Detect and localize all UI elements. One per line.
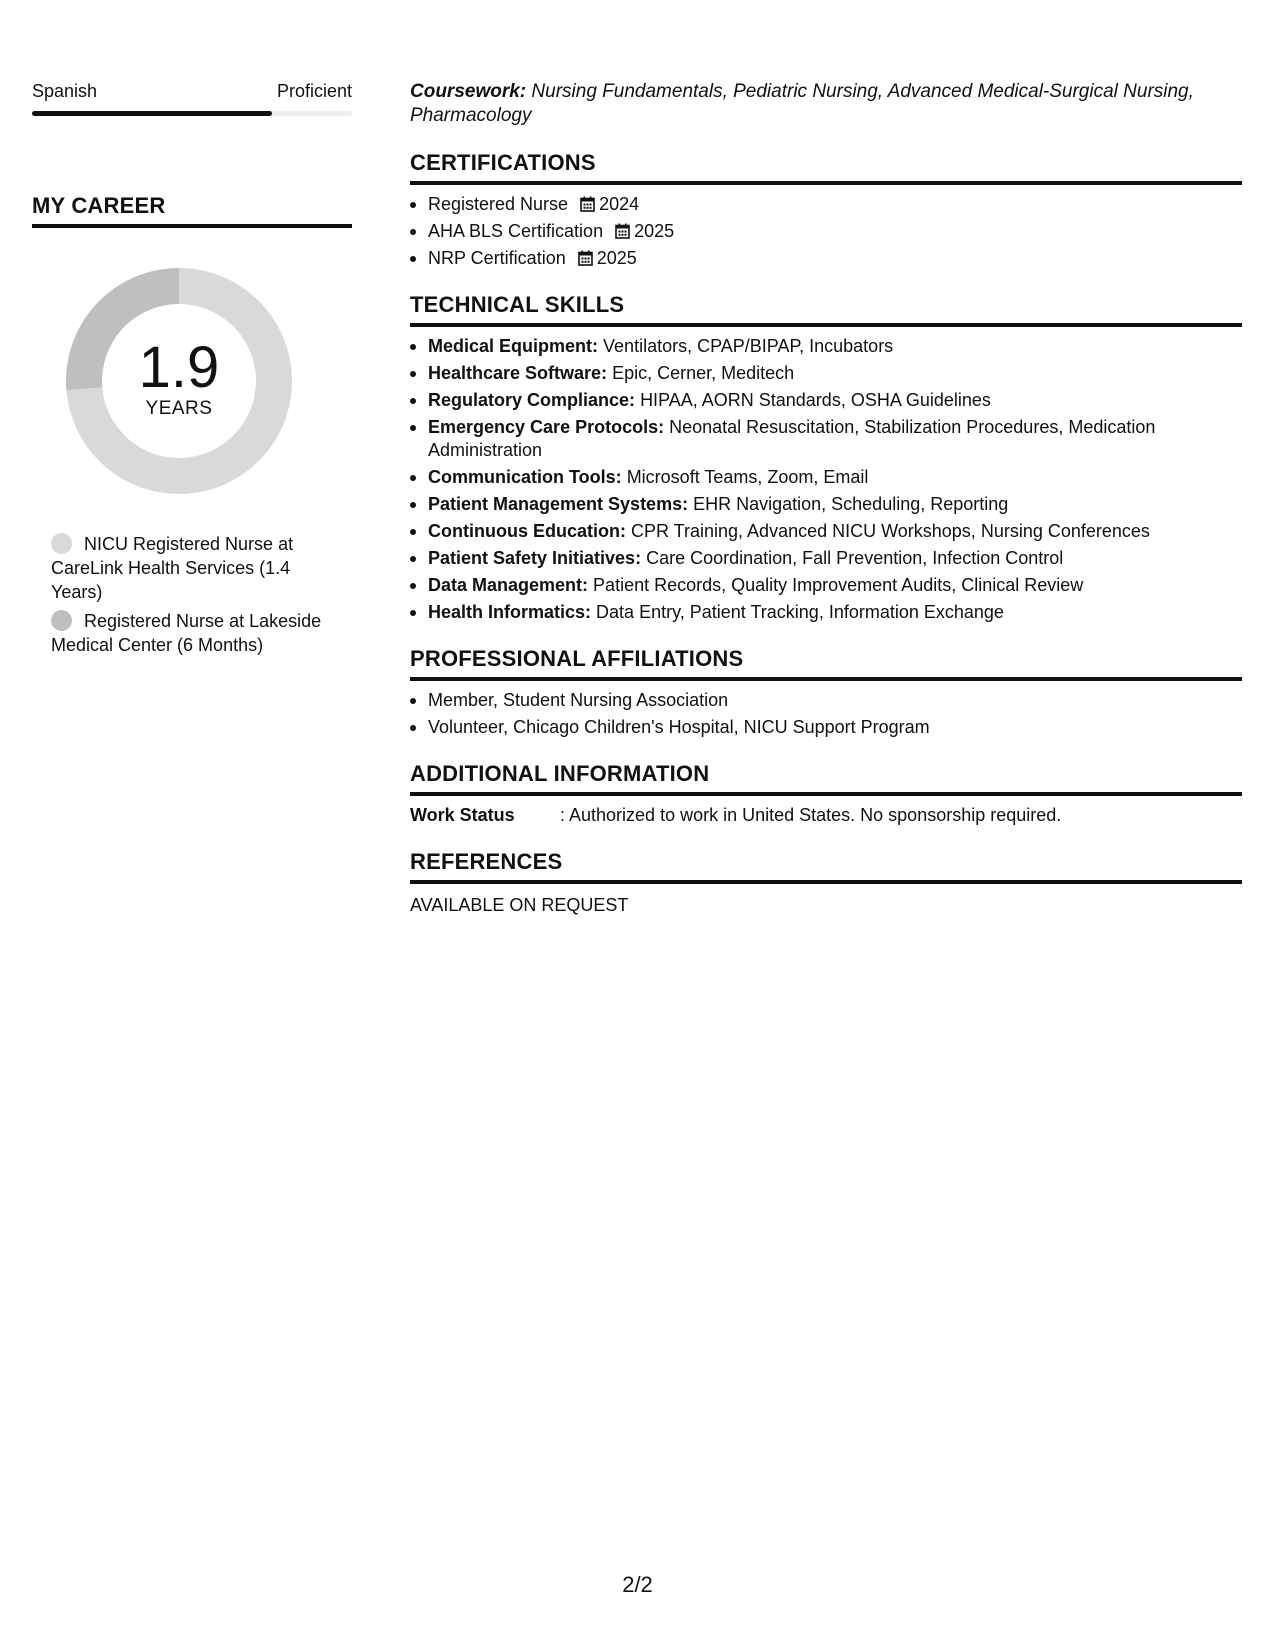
career-legend-item [51, 609, 332, 657]
skill-label: Continuous Education: [428, 521, 626, 541]
career-section-title: MY CAREER [32, 193, 352, 228]
career-total-value: 1.9 [138, 335, 220, 400]
calendar-icon [615, 223, 630, 239]
language-proficiency-bar [32, 111, 352, 116]
language-level: Proficient [276, 81, 352, 101]
skill-text: Data Entry, Patient Tracking, Information Exchange [596, 602, 1004, 622]
certification-year: 2025 [596, 248, 637, 268]
skill-text: HIPAA, AORN Standards, OSHA Guidelines [640, 390, 991, 410]
career-legend [32, 532, 332, 657]
skill-text: Ventilators, CPAP/BIPAP, Incubators [603, 336, 894, 356]
skill-label: Health Informatics: [428, 602, 592, 622]
technical-skills-title: TECHNICAL SKILLS [410, 292, 1242, 327]
language-row [32, 80, 352, 102]
skill-item [410, 416, 1242, 462]
technical-skills-section [410, 292, 1242, 624]
work-status-label: Work Status [410, 805, 515, 825]
technical-skills-list [410, 335, 1242, 624]
affiliation-item: Member, Student Nursing Association [410, 689, 1242, 712]
work-status-value: : Authorized to work in United States. No sponsorship required. [560, 805, 1062, 825]
certification-name: NRP Certification [428, 248, 566, 268]
coursework-label: Coursework: [410, 81, 527, 102]
career-donut-chart [64, 266, 294, 496]
career-legend-item [51, 532, 332, 604]
skill-label: Emergency Care Protocols: [428, 417, 665, 437]
skill-text: Epic, Cerner, Meditech [612, 363, 795, 383]
legend-dot [51, 610, 72, 631]
coursework [410, 80, 1242, 128]
work-status-row [410, 804, 1242, 827]
affiliation-item: Volunteer, Chicago Children's Hospital, NICU Support Program [410, 716, 1242, 739]
skill-item [410, 574, 1242, 597]
career-legend-label: Registered Nurse at Lakeside Medical Center (6 Months) [51, 611, 322, 655]
references-section [410, 849, 1242, 917]
certification-item [410, 220, 1242, 243]
skill-text: Patient Records, Quality Improvement Audits, Clinical Review [593, 575, 1084, 595]
references-title: REFERENCES [410, 849, 1242, 884]
legend-dot [51, 533, 72, 554]
page-number: 2/2 [622, 1572, 653, 1597]
affiliations-list [410, 689, 1242, 739]
skill-label: Medical Equipment: [428, 336, 599, 356]
skill-label: Data Management: [428, 575, 589, 595]
certifications-section [410, 150, 1242, 270]
language-name: Spanish [32, 81, 98, 101]
skill-label: Patient Management Systems: [428, 494, 689, 514]
skill-text: CPR Training, Advanced NICU Workshops, Nursing Conferences [631, 521, 1150, 541]
skill-item [410, 493, 1242, 516]
skill-text: Neonatal Resuscitation, Stabilization Procedures, Medication Administration [428, 417, 1156, 460]
sidebar [32, 80, 352, 662]
skill-label: Regulatory Compliance: [428, 390, 636, 410]
career-total-unit: YEARS [145, 398, 213, 419]
skill-text: Care Coordination, Fall Prevention, Infection Control [646, 548, 1064, 568]
main-content [410, 80, 1242, 917]
certifications-title: CERTIFICATIONS [410, 150, 1242, 185]
additional-info-section [410, 761, 1242, 827]
skill-text: Microsoft Teams, Zoom, Email [626, 467, 869, 487]
language-proficiency-fill [32, 111, 272, 116]
calendar-icon [580, 196, 595, 212]
career-legend-label: NICU Registered Nurse at CareLink Health Services (1.4 Years) [51, 534, 294, 602]
certification-item [410, 247, 1242, 270]
coursework-text: Nursing Fundamentals, Pediatric Nursing, Advanced Medical-Surgical Nursing, Pharmacology [410, 81, 1194, 126]
certifications-list [410, 193, 1242, 270]
skill-label: Patient Safety Initiatives: [428, 548, 642, 568]
skill-item [410, 362, 1242, 385]
certification-year: 2024 [599, 194, 640, 214]
skill-item [410, 335, 1242, 358]
skill-item [410, 466, 1242, 489]
skill-item [410, 520, 1242, 543]
skill-item [410, 547, 1242, 570]
certification-item [410, 193, 1242, 216]
references-text: AVAILABLE ON REQUEST [410, 895, 629, 915]
calendar-icon [578, 250, 593, 266]
skill-item [410, 601, 1242, 624]
certification-name: AHA BLS Certification [428, 221, 604, 241]
skill-label: Healthcare Software: [428, 363, 608, 383]
affiliations-section [410, 646, 1242, 739]
certification-year: 2025 [634, 221, 675, 241]
affiliations-title: PROFESSIONAL AFFILIATIONS [410, 646, 1242, 681]
skill-label: Communication Tools: [428, 467, 622, 487]
skill-item [410, 389, 1242, 412]
certification-name: Registered Nurse [428, 194, 569, 214]
skill-text: EHR Navigation, Scheduling, Reporting [693, 494, 1009, 514]
career-donut-center [64, 266, 294, 496]
additional-info-title: ADDITIONAL INFORMATION [410, 761, 1242, 796]
